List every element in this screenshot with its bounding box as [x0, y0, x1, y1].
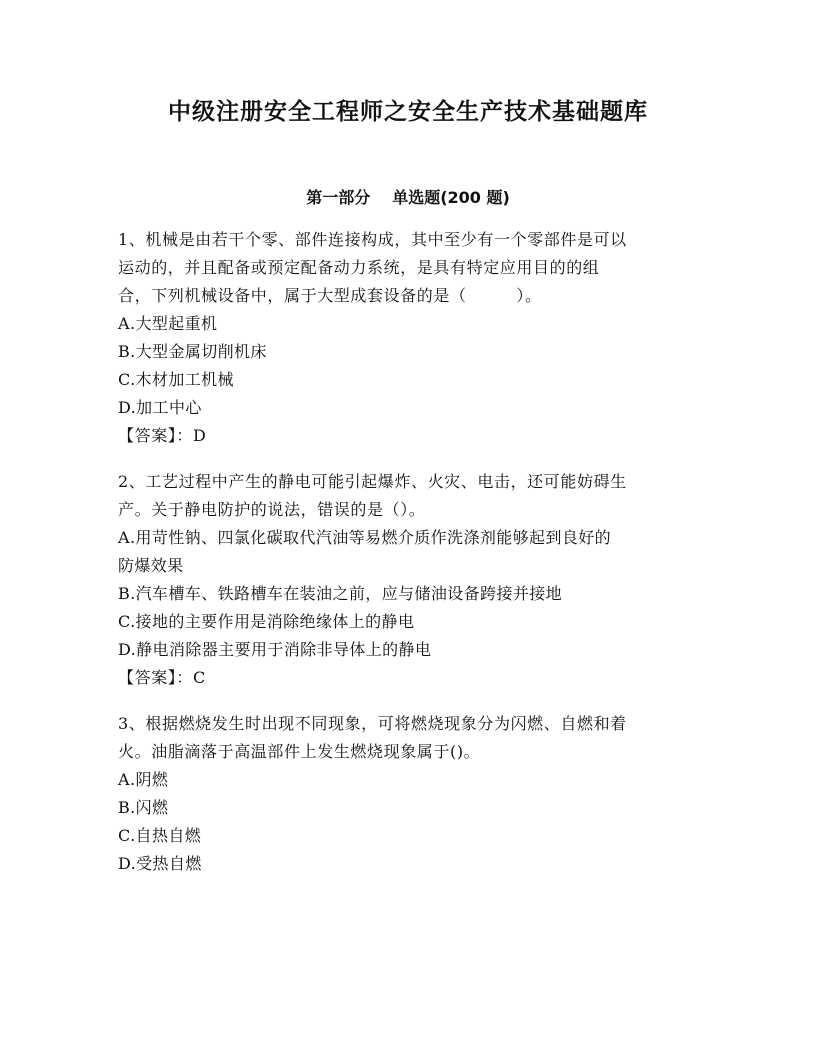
option-a: A.用苛性钠、四氯化碳取代汽油等易燃介质作洗涤剂能够起到良好的	[118, 528, 612, 547]
question-stem-line: 3、根据燃烧发生时出现不同现象，可将燃烧现象分为闪燃、自燃和着	[118, 714, 627, 733]
question-2	[118, 468, 698, 692]
question-list	[118, 226, 698, 878]
document-title: 中级注册安全工程师之安全生产技术基础题库	[168, 99, 648, 125]
question-stem-line: 火。油脂滴落于高温部件上发生燃烧现象属于()。	[118, 742, 481, 761]
question-stem-line: 产。关于静电防护的说法，错误的是（）。	[118, 500, 426, 519]
question-stem-line: 1、机械是由若干个零、部件连接构成，其中至少有一个零部件是可以	[118, 230, 627, 249]
option-b: B.闪燃	[118, 798, 169, 817]
section-label: 第一部分	[306, 188, 371, 207]
option-a-continued: 防爆效果	[118, 556, 184, 575]
option-d: D.静电消除器主要用于消除非导体上的静电	[118, 640, 432, 659]
option-b: B.汽车槽车、铁路槽车在装油之前，应与储油设备跨接并接地	[118, 584, 563, 603]
question-stem-line: 合，下列机械设备中，属于大型成套设备的是（ ）。	[118, 286, 542, 305]
question-stem-line: 运动的，并且配备或预定配备动力系统，是具有特定应用目的的组	[118, 258, 600, 277]
answer-line: 【答案】：C	[118, 668, 206, 687]
question-stem-line: 2、工艺过程中产生的静电可能引起爆炸、火灾、电击，还可能妨碍生	[118, 472, 627, 491]
option-c: C.接地的主要作用是消除绝缘体上的静电	[118, 612, 415, 631]
section-heading	[0, 186, 816, 210]
option-a: A.大型起重机	[118, 314, 218, 333]
option-d: D.受热自燃	[118, 854, 202, 873]
question-3	[118, 710, 698, 878]
option-d: D.加工中心	[118, 398, 202, 417]
option-a: A.阴燃	[118, 770, 169, 789]
option-b: B.大型金属切削机床	[118, 342, 267, 361]
section-type: 单选题(200 题)	[392, 188, 510, 207]
option-c: C.自热自燃	[118, 826, 202, 845]
option-c: C.木材加工机械	[118, 370, 234, 389]
question-1	[118, 226, 698, 450]
answer-line: 【答案】：D	[118, 426, 207, 445]
